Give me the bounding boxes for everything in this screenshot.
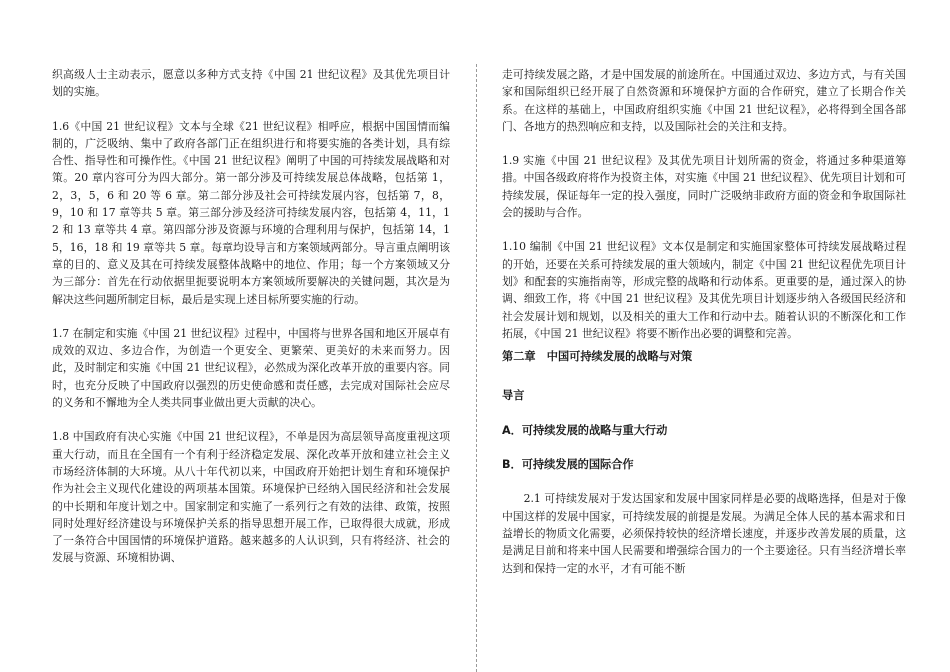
chapter-title: 第二章 中国可持续发展的战略与对策 — [502, 350, 693, 364]
section-a-heading: A．可持续发展的战略与重大行动 — [502, 423, 668, 437]
paragraph-1-6: 1.6《中国 21 世纪议程》文本与全球《21 世纪议程》相呼应，根据中国国情而编制的，广泛吸纳、集中了政府各部门正在组织进行和将要实施的各类计划，具有综合性、指导性和可操作性。《中国 21 世纪议程》阐明了中国的可持续发展战略和对策。20 章内容可分为四大部分。第一部分涉及可持续发展总体战略，包括第 1，2，3，5，6 和 20 等 6 章。第二部分涉及社会可持续发展内容，包括第 7，8，9，10 和 17 章等共 5 章。第三部分涉及经济可持续发展内容，包括第 4，11，12 和 13 章等共 4 章。第四部分涉及资源与环境的合理利用与保护，包括第 14，15，16，18 和 19 章等共 5 章。每章均设导言和方案领域两部分。导言重点阐明该章的目的、意义及其在可持续发展整体战略中的地位、作用；每一个方案领域又分为三部分：首先在行动依据里扼要说明本方案领域所要解决的关键问题，其次是为解决这些问题所制定目标，最后是实现上述目标所要实施的行动。 — [52, 119, 450, 306]
paragraph-1-9: 1.9 实施《中国 21 世纪议程》及其优先项目计划所需的资金，将通过多种渠道筹措。中国各级政府将作为投资主体，对实施《中国 21 世纪议程》、优先项目计划和可持续发展，保证每年一定的投入强度，同时广泛吸纳非政府方面的资金和争取国际社会的援助与合作。 — [502, 154, 906, 220]
continued-paragraph: 织高级人士主动表示，愿意以多种方式支持《中国 21 世纪议程》及其优先项目计划的实施。 — [52, 68, 450, 99]
left-column — [52, 0, 450, 567]
continued-paragraph: 走可持续发展之路，才是中国发展的前途所在。中国通过双边、多边方式，与有关国家和国际组织已经开展了自然资源和环境保护方面的合作研究，建立了长期合作关系。在这样的基础上，中国政府组织实施《中国 21 世纪议程》，必将得到全国各部门、各地方的热烈响应和支持，以及国际社会的关注和支持。 — [502, 68, 906, 133]
paragraph-1-8: 1.8 中国政府有决心实施《中国 21 世纪议程》，不单是因为高层领导高度重视这项重大行动，而且在全国有一个有利于经济稳定发展、深化改革开放和建立社会主义市场经济体制的大环境。从八十年代初以来，中国政府开始把计划生育和环境保护作为社会主义现代化建设的两项基本国策。环境保护已经纳入国民经济和社会发展的中长期和年度计划之中。国家制定和实施了一系列行之有效的法律、政策，按照同时处理好经济建设与环境保护关系的指导思想开展工作，已取得很大成就，形成了一条符合中国国情的环境保护道路。越来越多的人认识到，只有将经济、社会的发展与资源、环境相协调、 — [52, 430, 450, 565]
paragraph-1-7: 1.7 在制定和实施《中国 21 世纪议程》过程中，中国将与世界各国和地区开展卓有成效的双边、多边合作，为创造一个更安全、更繁荣、更美好的未来而努力。因此，及时制定和实施《中国 21 世纪议程》，必然成为深化改革开放的重要内容。同时，也充分反映了中国政府以强烈的历史使命感和责任感，去完成对国际社会应尽的义务和不懈地为全人类共同事业做出更大贡献的决心。 — [52, 326, 450, 410]
paragraph-2-1: 2.1 可持续发展对于发达国家和发展中国家同样是必要的战略选择，但是对于像中国这样的发展中国家，可持续发展的前提是发展。为满足全体人民的基本需求和日益增长的物质文化需要，必须保持较快的经济增长速度，并逐步改善发展的质量，这是满足目前和将来中国人民需要和增强综合国力的一个主要途径。只有当经济增长率达到和保持一定的水平，才有可能不断 — [502, 492, 906, 575]
section-b-heading: B．可持续发展的国际合作 — [502, 458, 634, 472]
right-column — [502, 0, 906, 577]
column-divider — [476, 64, 477, 672]
intro-heading: 导言 — [502, 389, 525, 403]
paragraph-1-10: 1.10 编制《中国 21 世纪议程》文本仅是制定和实施国家整体可持续发展战略过程的开始，还要在关系可持续发展的重大领域内，制定《中国 21 世纪议程优先项目计划》和配套的实施指南等，形成完整的战略和行动体系。更重要的是，通过深入的协调、细致工作，将《中国 21 世纪议程》及其优先项目计划逐步纳入各级国民经济和社会发展计划和规划，以及相关的重大工作和行动中去。随着认识的不断深化和工作拓展，《中国 21 世纪议程》将要不断作出必要的调整和完善。 — [502, 240, 906, 340]
